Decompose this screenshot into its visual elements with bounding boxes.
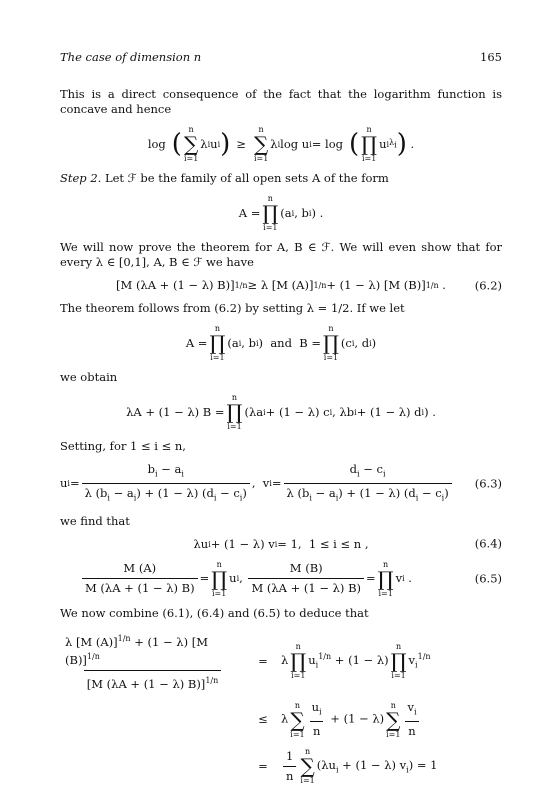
final-rhs-3: $\frac{1}{n}$ n ∑ i=1 $(\lambda u_i + (1 - \lambda) v_i) = 1$: [281, 747, 502, 785]
equation-final-chain: $\frac{\lambda [M (A)]^{1/n} + (1 - \lambda) [M (B)]^{1/n}}{[M (\lambda A + (1 - \lambda) B)]^{1/n}}$ = λ n ∏ i=1 $u_i^{1/n} + (1 - \lambda)$ n ∏ i=1 $v_i^{1/n}$ ≤ λ n ∑ i=1 $\frac{u_i}{n}$ + (1 − λ) n ∑ i=1 $\frac{v_i}{n}$ = $\frac{1}{n}$ n ∑ i=1 $(\lambda u_i + (1 - \lambda) v_i) = 1$: [60, 631, 502, 786]
final-rhs-1: λ n ∏ i=1 $u_i^{1/n} + (1 - \lambda)$ n ∏ i=1 $v_i^{1/n}$: [281, 642, 431, 681]
paragraph-4: we obtain: [60, 370, 118, 384]
page: [60, 50, 502, 785]
eqnum-6-4: (6.4): [474, 536, 502, 551]
eqnum-6-3: (6.3): [474, 476, 502, 491]
equation-log-concave: log ( n ∑ i=1 λ i u i ) ≥ n ∑ i=1 λ i log u i = log ( n ∏ i=1 u i $\lambda_i$ ) .: [147, 125, 415, 163]
running-header: [60, 50, 502, 65]
equation-6-3: u i = $\frac{b_i - a_i}{\lambda (b_i - a_i) + (1 - \lambda) (d_i - c_i)}$ , v i = $\frac{d_i - c_i}{\lambda (b_i - a_i) + (1 - \lambda) (d_i - c_i)}$ (6.3): [60, 462, 502, 506]
step-2-paragraph: [60, 171, 502, 186]
running-title: The case of dimension n: [60, 50, 202, 64]
step-text: Let ℱ be the family of all open sets A of the form: [104, 171, 389, 185]
paragraph-3: The theorem follows from (6.2) by setting λ = 1/2. If we let: [60, 301, 405, 315]
step-label: Step 2.: [60, 171, 102, 185]
paragraph-7: We now combine (6.1), (6.4) and (6.5) to deduce that: [60, 605, 369, 620]
eqnum-6-5: (6.5): [474, 571, 502, 586]
paragraph-1: This is a direct consequence of the fact that the logarithm function is concave and hence: [60, 87, 502, 116]
equation-6-2: [M (λA + (1 − λ) B)] 1/n ≥ λ [M (A)] 1/n + (1 − λ) [M (B)] 1/n . (6.2): [116, 278, 502, 292]
equation-def-A-B: A = n ∏ i=1 (a i , b i ) and B = n ∏ i=1 (c i , d i ): [185, 324, 377, 362]
equation-6-4: λu i + (1 − λ) v i = 1, 1 ≤ i ≤ n , (6.4): [193, 536, 502, 551]
paragraph-6: we find that: [60, 513, 130, 528]
paragraph-5: Setting, for 1 ≤ i ≤ n,: [60, 439, 186, 453]
equation-combination: λA + (1 − λ) B = n ∏ i=1 (λa i + (1 − λ) c i , λb i + (1 − λ) d i ) .: [126, 393, 436, 431]
paragraph-2: We will now prove the theorem for A, B ∈ ℱ. We will even show that for every λ ∈ [0,1], A, B ∈ ℱ we have: [60, 240, 502, 269]
equation-product-intervals: A = n ∏ i=1 (a i , b i ) .: [238, 194, 324, 232]
equation-6-5: $\frac{M (A)}{M (\lambda A + (1 - \lambda) B)}$ = n ∏ i=1 u i , $\frac{M (B)}{M (\lambda A + (1 - \lambda) B)}$ = n ∏ i=1 v i . (6.5): [60, 560, 502, 598]
final-lhs: $\frac{\lambda [M (A)]^{1/n} + (1 - \lambda) [M (B)]^{1/n}}{[M (\lambda A + (1 - \lambda) B)]^{1/n}}$: [60, 631, 245, 692]
eqnum-6-2: (6.2): [474, 278, 502, 292]
final-rhs-2: λ n ∑ i=1 $\frac{u_i}{n}$ + (1 − λ) n ∑ i=1 $\frac{v_i}{n}$: [281, 700, 502, 739]
page-number: 165: [480, 50, 502, 64]
